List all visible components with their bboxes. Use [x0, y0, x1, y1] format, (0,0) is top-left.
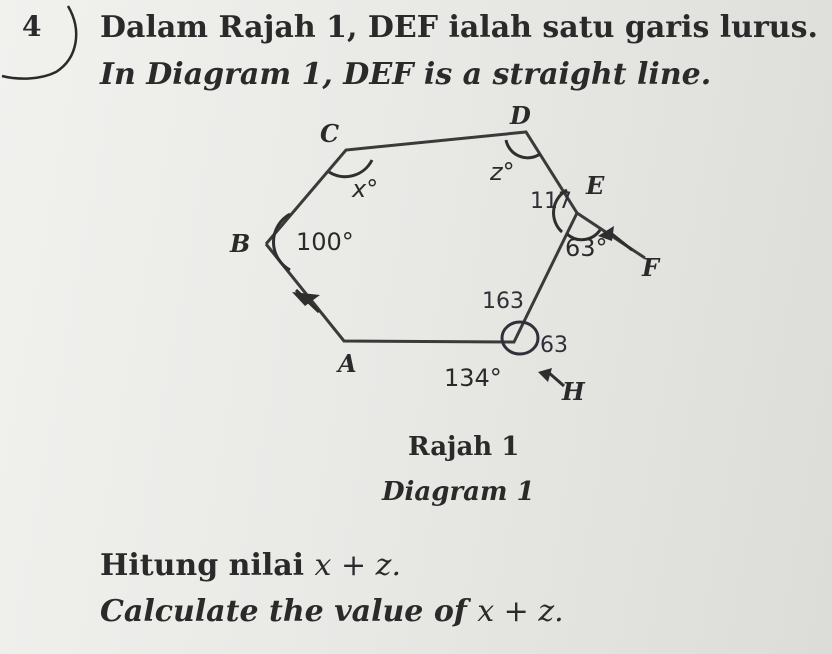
task-prefix-malay: Hitung nilai [100, 548, 305, 583]
diagram-caption-english: Diagram 1 [382, 477, 535, 507]
question-text-malay: Dalam Rajah 1, DEF ialah satu garis lurus. [100, 10, 818, 45]
task-expression-english: x + z. [477, 594, 564, 629]
vertex-label-e: E [586, 171, 605, 200]
angle-label-bottom: 134° [444, 364, 502, 392]
angle-label-b: 100° [296, 228, 354, 256]
task-expression-malay: x + z. [314, 548, 402, 583]
handwritten-note-163: 163 [482, 289, 524, 314]
vertex-label-f: F [642, 253, 660, 282]
vertex-label-b: B [230, 229, 251, 258]
task-text-english [100, 594, 564, 629]
question-number: 4 [22, 10, 42, 43]
task-text-malay [100, 548, 401, 583]
vertex-label-d: D [510, 101, 531, 130]
angle-label-c: x° [352, 175, 379, 203]
question-text-english: In Diagram 1, DEF is a straight line. [100, 57, 712, 92]
angle-label-d: z° [490, 158, 515, 186]
vertex-label-a: A [338, 349, 357, 378]
diagram-caption-malay: Rajah 1 [408, 432, 520, 462]
handwritten-note-117: 117 [530, 189, 572, 214]
vertex-label-h: H [562, 377, 585, 406]
arrow-marker-ef [612, 234, 632, 250]
angle-arc-b [273, 214, 290, 270]
handwritten-note-63: 63 [540, 333, 568, 358]
task-prefix-english: Calculate the value of [100, 594, 467, 629]
vertex-label-c: C [320, 119, 340, 148]
angle-label-e: 63° [565, 234, 608, 262]
